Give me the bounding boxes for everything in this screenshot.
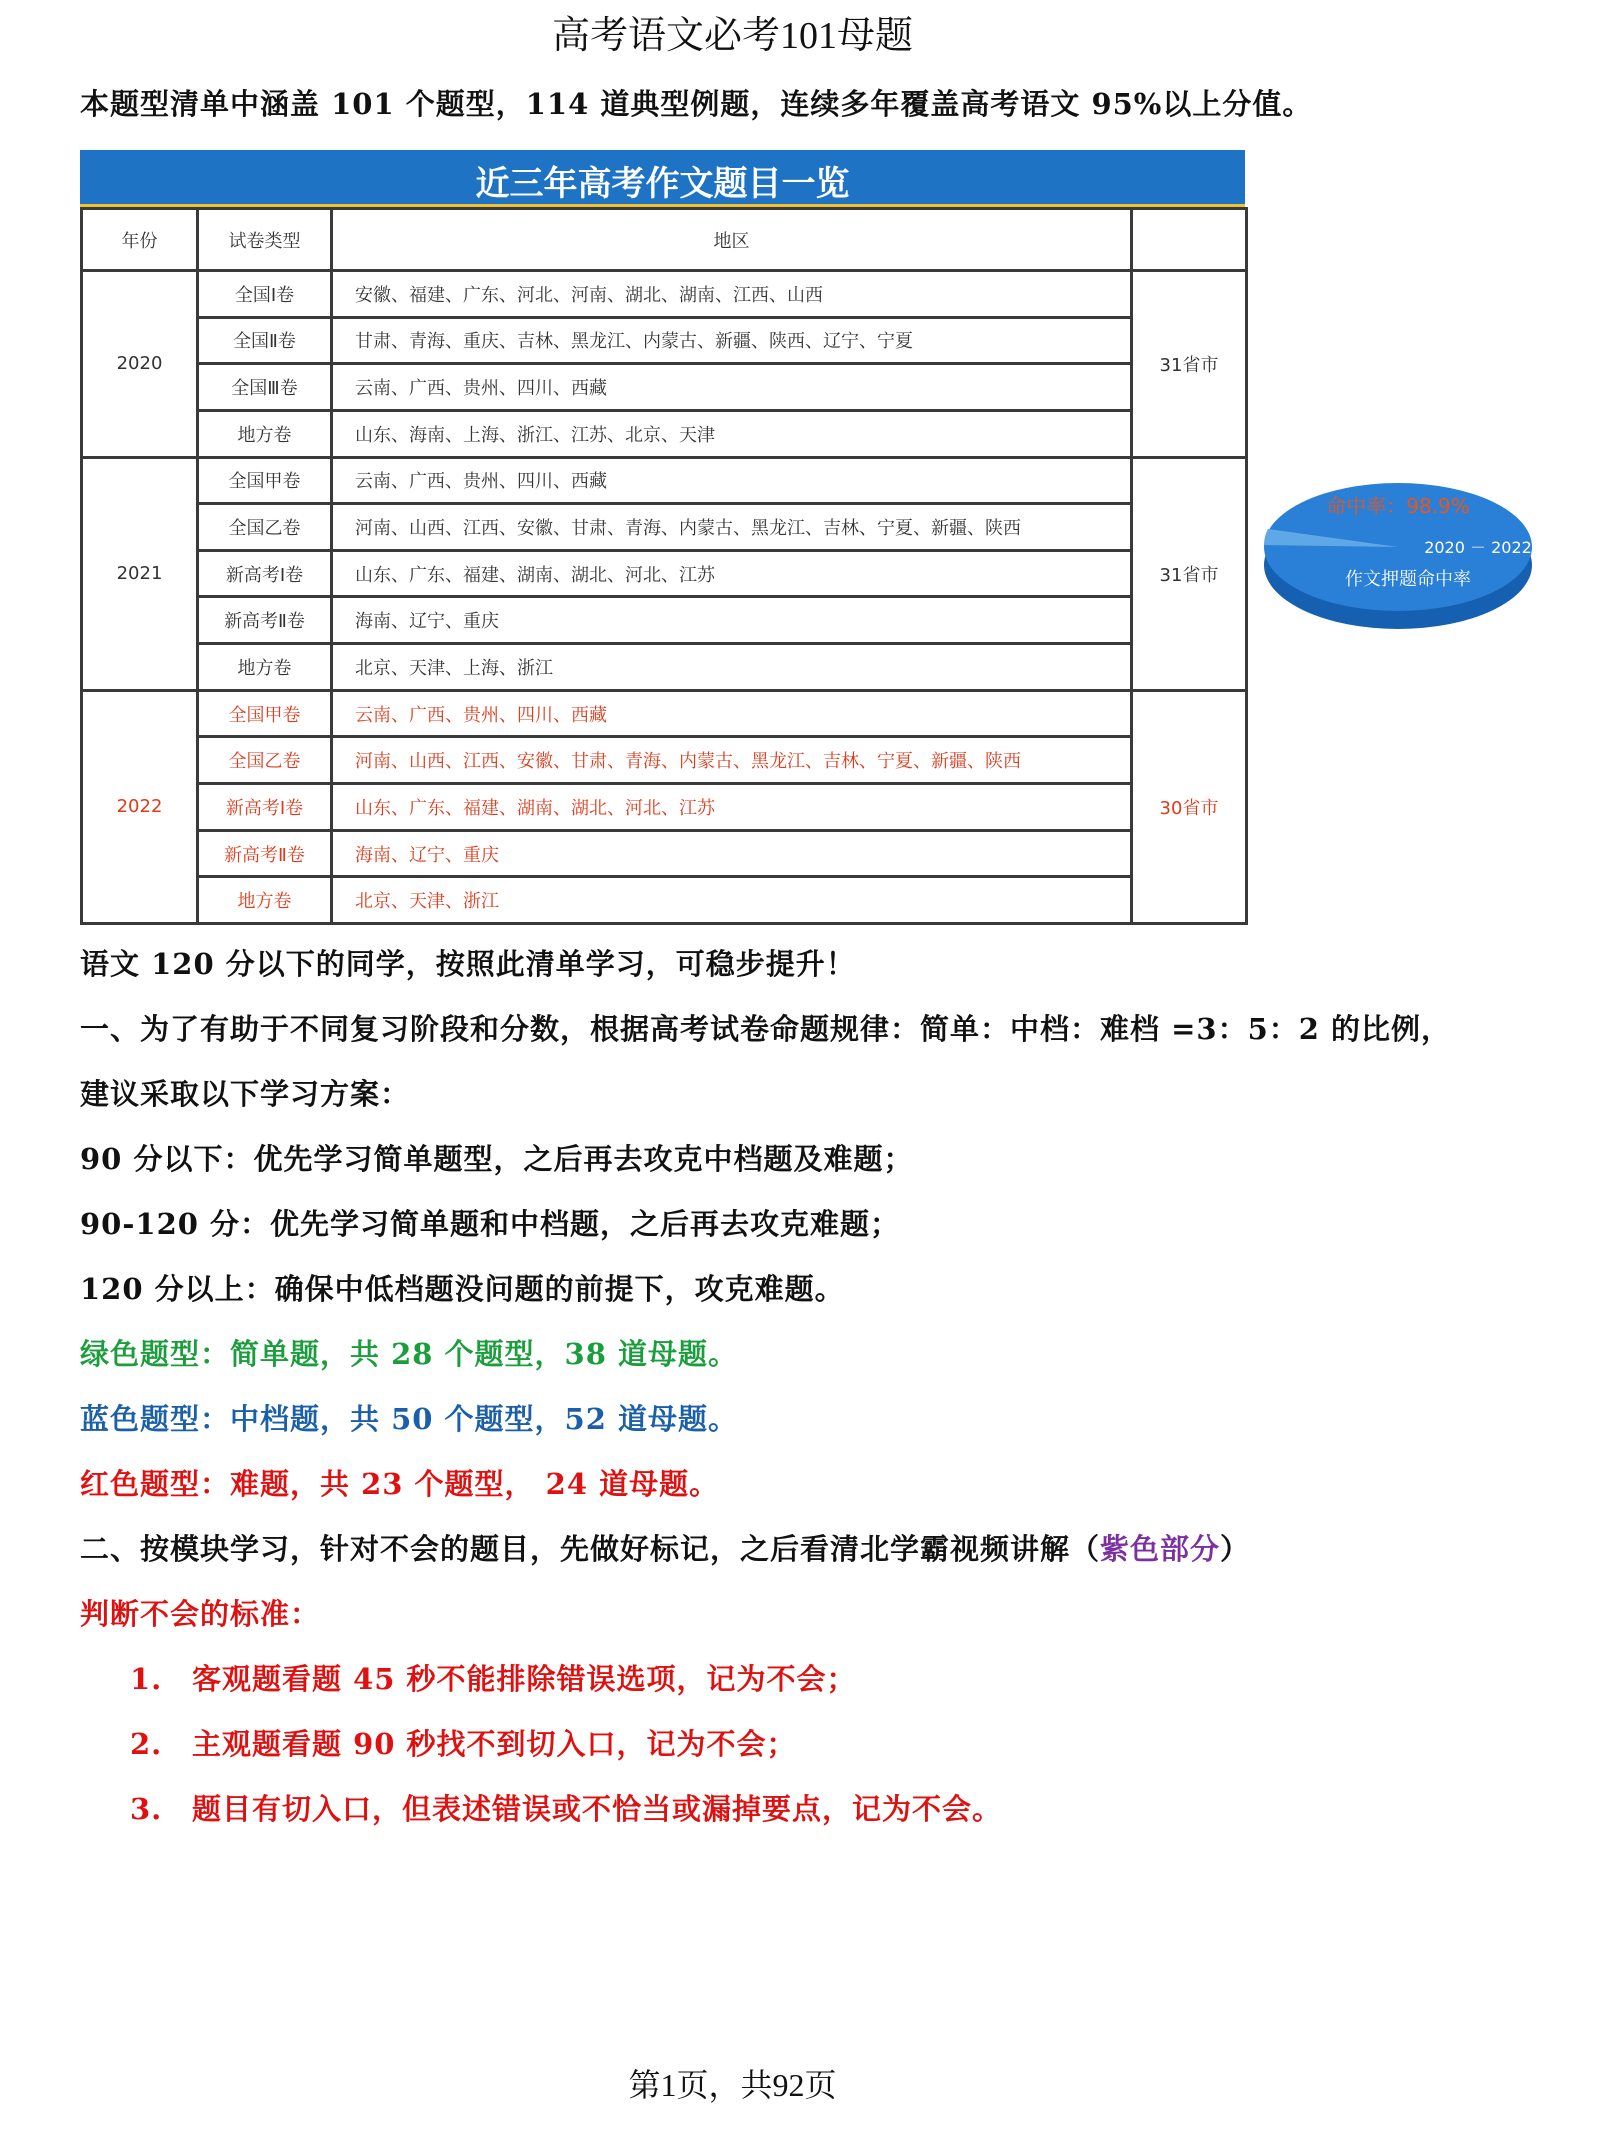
table-row [82, 644, 1247, 691]
table-row [82, 410, 1247, 457]
essay-topics-table [80, 150, 1245, 925]
regions-cell: 山东、海南、上海、浙江、江苏、北京、天津 [332, 410, 1132, 457]
regions-cell: 海南、辽宁、重庆 [332, 830, 1132, 877]
table-title-bar [80, 150, 1245, 207]
criteria-text: 客观题看题 45 秒不能排除错误选项，记为不会； [192, 1662, 857, 1696]
badge-rate: 命中率：98.9% [1326, 494, 1470, 518]
badge-label: 作文押题命中率 [1345, 569, 1471, 590]
header-cell: 试卷类型 [198, 209, 332, 271]
regions-cell: 河南、山西、江西、安徽、甘肃、青海、内蒙古、黑龙江、吉林、宁夏、新疆、陕西 [332, 504, 1132, 551]
regions-cell: 山东、广东、福建、湖南、湖北、河北、江苏 [332, 550, 1132, 597]
criteria-item [80, 1657, 857, 1698]
hit-rate-badge [1262, 473, 1534, 633]
table-row [82, 504, 1247, 551]
criteria-number: 2. [130, 1727, 163, 1761]
table-row [82, 317, 1247, 364]
paper-type-cell: 全国Ⅲ卷 [198, 364, 332, 411]
criteria-item [80, 1722, 797, 1763]
paper-type-cell: 全国甲卷 [198, 690, 332, 737]
regions-cell: 海南、辽宁、重庆 [332, 597, 1132, 644]
table-row [82, 550, 1247, 597]
paragraph-6-text: 二、按模块学习，针对不会的题目，先做好标记，之后看清北学霸视频讲解（ [80, 1532, 1101, 1566]
green-type-line: 绿色题型：简单题，共 28 个题型，38 道母题。 [80, 1337, 739, 1371]
paragraph-5: 120 分以上：确保中低档题没问题的前提下，攻克难题。 [80, 1272, 845, 1306]
paper-type-cell: 地方卷 [198, 877, 332, 924]
criteria-number: 3. [130, 1792, 163, 1826]
regions-cell: 安徽、福建、广东、河北、河南、湖北、湖南、江西、山西 [332, 271, 1132, 318]
paper-type-cell: 新高考Ⅰ卷 [198, 784, 332, 831]
paragraph-4: 90-120 分：优先学习简单题和中档题，之后再去攻克难题； [80, 1207, 901, 1241]
table-row [82, 457, 1247, 504]
red-type-line: 红色题型：难题，共 23 个题型， 24 道母题。 [80, 1467, 720, 1501]
year-cell: 2020 [82, 271, 198, 458]
province-count-cell: 31省市 [1132, 271, 1247, 458]
table-row [82, 271, 1247, 318]
year-cell: 2022 [82, 690, 198, 923]
paper-type-cell: 新高考Ⅱ卷 [198, 830, 332, 877]
page-footer: 第1页，共92页 [628, 2067, 837, 2103]
province-count-cell: 30省市 [1132, 690, 1247, 923]
header-cell: 地区 [332, 209, 1132, 271]
table-row [82, 737, 1247, 784]
paper-type-cell: 全国乙卷 [198, 737, 332, 784]
regions-cell: 山东、广东、福建、湖南、湖北、河北、江苏 [332, 784, 1132, 831]
criteria-title: 判断不会的标准： [80, 1597, 321, 1631]
paper-type-cell: 地方卷 [198, 410, 332, 457]
criteria-number: 1. [130, 1662, 163, 1696]
regions-cell: 甘肃、青海、重庆、吉林、黑龙江、内蒙古、新疆、陕西、辽宁、宁夏 [332, 317, 1132, 364]
paper-type-cell: 地方卷 [198, 644, 332, 691]
paragraph-2b: 建议采取以下学习方案： [80, 1077, 411, 1111]
regions-cell: 云南、广西、贵州、四川、西藏 [332, 457, 1132, 504]
badge-years: 2020 － 2022 [1424, 538, 1532, 557]
regions-cell: 北京、天津、浙江 [332, 877, 1132, 924]
table-row [82, 830, 1247, 877]
header-cell [1132, 209, 1247, 271]
regions-cell: 云南、广西、贵州、四川、西藏 [332, 690, 1132, 737]
paragraph-6-close: ） [1220, 1532, 1251, 1566]
regions-cell: 河南、山西、江西、安徽、甘肃、青海、内蒙古、黑龙江、吉林、宁夏、新疆、陕西 [332, 737, 1132, 784]
paragraph-6 [80, 1527, 1250, 1568]
paper-type-cell: 全国Ⅱ卷 [198, 317, 332, 364]
table-row [82, 784, 1247, 831]
paragraph-3: 90 分以下：优先学习简单题型，之后再去攻克中档题及难题； [80, 1142, 914, 1176]
table-row [82, 690, 1247, 737]
paper-type-cell: 新高考Ⅱ卷 [198, 597, 332, 644]
table-row [82, 877, 1247, 924]
header-cell: 年份 [82, 209, 198, 271]
table-row [82, 597, 1247, 644]
purple-part-label: 紫色部分 [1100, 1532, 1221, 1566]
paper-type-cell: 新高考Ⅰ卷 [198, 550, 332, 597]
province-count-cell: 31省市 [1132, 457, 1247, 690]
paragraph-1: 语文 120 分以下的同学，按照此清单学习，可稳步提升！ [80, 947, 856, 981]
year-cell: 2021 [82, 457, 198, 690]
intro-text: 本题型清单中涵盖 101 个题型，114 道典型例题，连续多年覆盖高考语文 95%以上分值。 [80, 87, 1313, 121]
criteria-text: 题目有切入口，但表述错误或不恰当或漏掉要点，记为不会。 [192, 1792, 1003, 1826]
paper-type-cell: 全国Ⅰ卷 [198, 271, 332, 318]
table-title: 近三年高考作文题目一览 [475, 164, 850, 204]
paper-type-cell: 全国乙卷 [198, 504, 332, 551]
criteria-item [80, 1787, 1002, 1828]
page-title: 高考语文必考101母题 [551, 15, 913, 57]
regions-cell: 北京、天津、上海、浙江 [332, 644, 1132, 691]
paragraph-2a: 一、为了有助于不同复习阶段和分数，根据高考试卷命题规律：简单：中档：难档 =3：5：2 的比例， [80, 1012, 1452, 1046]
criteria-text: 主观题看题 90 秒找不到切入口，记为不会； [192, 1727, 797, 1761]
regions-cell: 云南、广西、贵州、四川、西藏 [332, 364, 1132, 411]
blue-type-line: 蓝色题型：中档题，共 50 个题型，52 道母题。 [80, 1402, 739, 1436]
table-row [82, 364, 1247, 411]
table-grid [80, 207, 1248, 925]
paper-type-cell: 全国甲卷 [198, 457, 332, 504]
table-header-row [82, 209, 1247, 271]
